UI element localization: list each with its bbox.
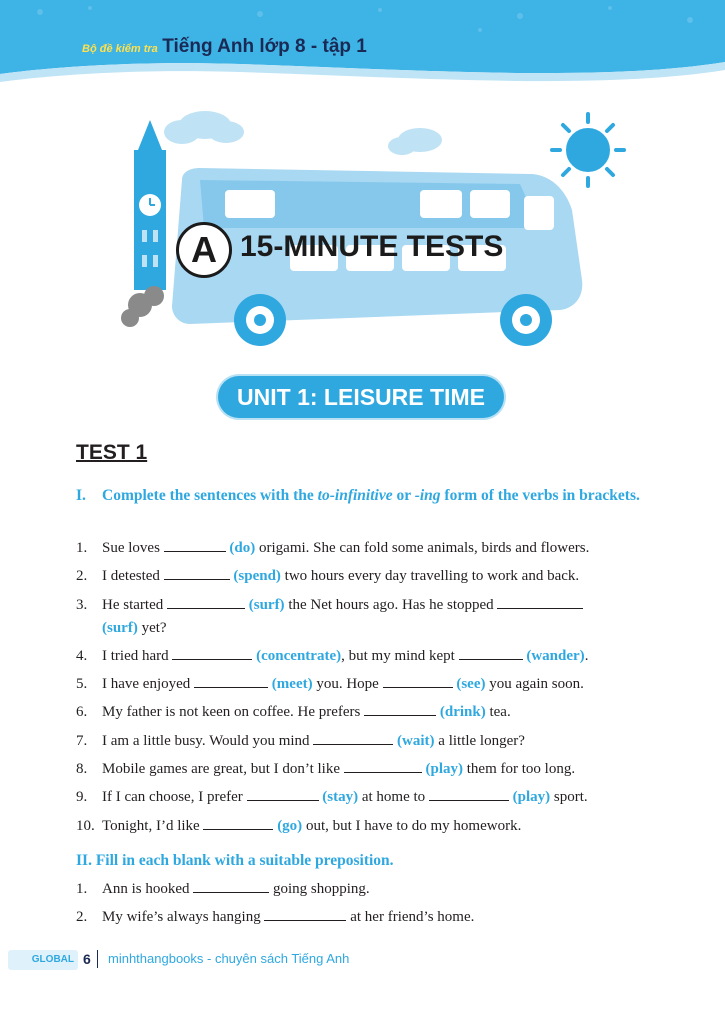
answer-blank[interactable] xyxy=(193,878,269,893)
answer-blank[interactable] xyxy=(344,758,422,773)
book-title-small: Bộ đề kiểm tra xyxy=(82,43,158,55)
wheel-icon xyxy=(234,294,286,346)
book-title-big: Tiếng Anh lớp 8 - tập 1 xyxy=(162,36,367,57)
cloud-icon xyxy=(164,111,244,144)
book-title xyxy=(82,36,367,58)
section-1-heading: I. Complete the sentences with the to-infinitive or -ing form of the verbs in brackets. xyxy=(76,484,651,507)
section-1-number: I. xyxy=(76,487,86,504)
publisher-logo: GLOBAL xyxy=(8,950,78,970)
answer-blank[interactable] xyxy=(497,594,583,609)
answer-blank[interactable] xyxy=(203,815,273,830)
sun-icon xyxy=(552,114,624,186)
footer-divider xyxy=(97,950,98,968)
answer-blank[interactable] xyxy=(364,701,436,716)
answer-blank[interactable] xyxy=(383,673,453,688)
answer-blank[interactable] xyxy=(264,906,346,921)
page-number: 6 xyxy=(83,951,91,967)
answer-blank[interactable] xyxy=(313,730,393,745)
unit-title: UNIT 1: LEISURE TIME xyxy=(218,376,504,418)
answer-blank[interactable] xyxy=(247,786,319,801)
answer-blank[interactable] xyxy=(459,645,523,660)
answer-blank[interactable] xyxy=(167,594,245,609)
answer-blank[interactable] xyxy=(194,673,268,688)
answer-blank[interactable] xyxy=(164,537,226,552)
section-title: 15-MINUTE TESTS xyxy=(240,230,504,263)
answer-blank[interactable] xyxy=(164,565,230,580)
section-letter: A xyxy=(176,222,232,278)
test-title: TEST 1 xyxy=(76,441,148,464)
footer-publisher-text: minhthangbooks - chuyên sách Tiếng Anh xyxy=(108,951,350,966)
section-2-heading: II. Fill in each blank with a suitable preposition. xyxy=(76,852,394,869)
answer-blank[interactable] xyxy=(172,645,252,660)
clock-tower-icon xyxy=(134,120,166,290)
answer-blank[interactable] xyxy=(429,786,509,801)
